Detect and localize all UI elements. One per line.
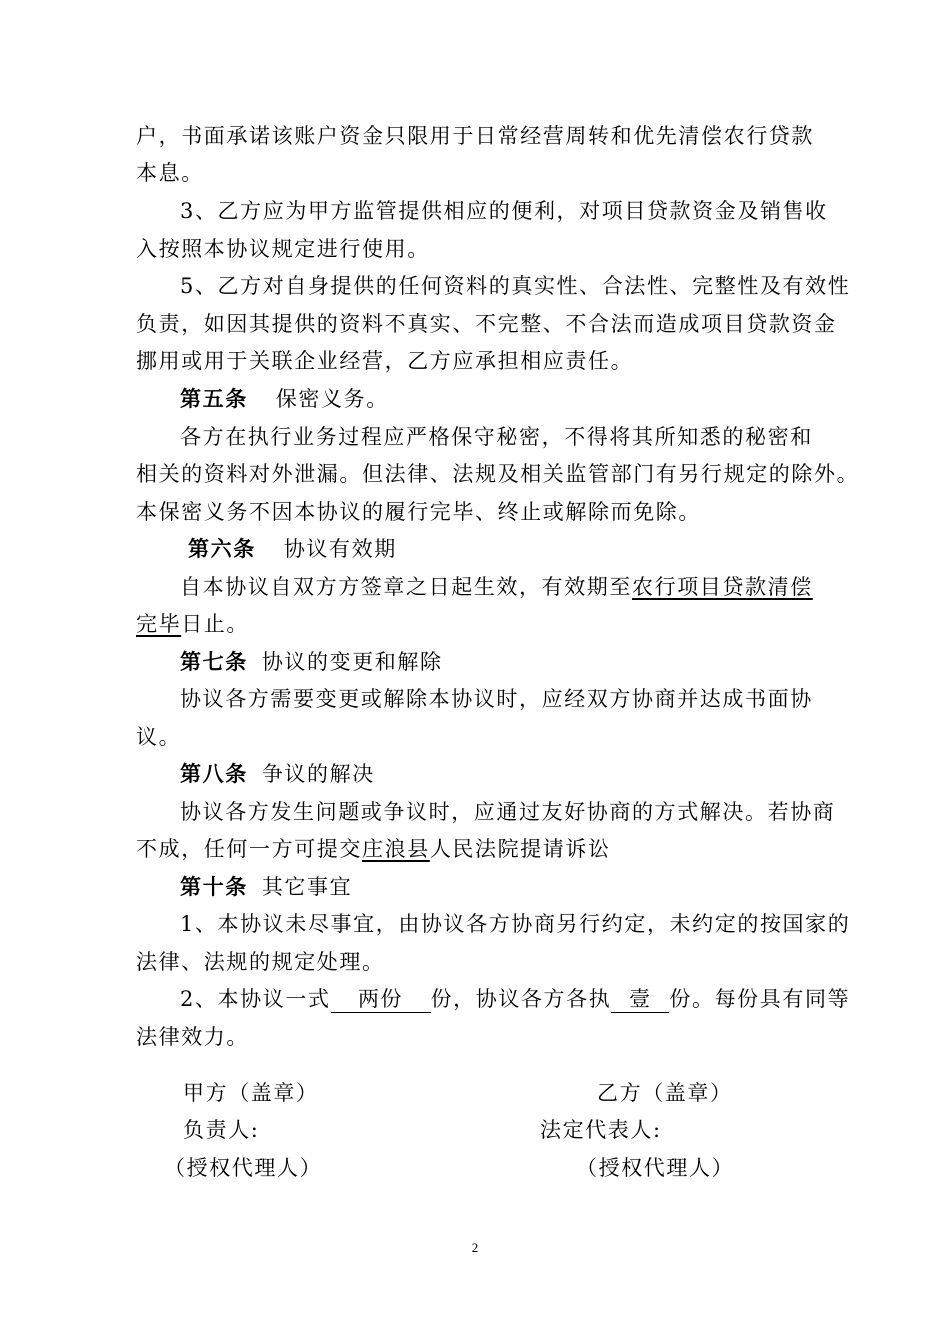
article-8-number: 第八条 [180, 761, 248, 786]
article-8-text: 不成，任何一方可提交 [136, 837, 362, 861]
article-6-text-line-2 [136, 609, 249, 639]
article-10-title: 其它事宜 [261, 875, 353, 899]
body-line: 户，书面承诺该账户资金只限用于日常经营周转和优先清偿农行贷款 [136, 124, 814, 148]
copies-count-blank: 两份 [331, 986, 431, 1013]
body-line: 议。 [136, 725, 182, 749]
article-6-text-line-1 [180, 572, 813, 602]
body-line: 入按照本协议规定进行使用。 [136, 237, 430, 261]
article-5-heading-row [180, 384, 389, 414]
article-7-heading-row [180, 647, 443, 677]
party-a-agent: （授权代理人） [164, 1156, 323, 1180]
body-line: 各方在执行业务过程应严格保守秘密，不得将其所知悉的秘密和 [180, 425, 813, 449]
clause-5: 5、乙方对自身提供的任何资料的真实性、合法性、完整性及有效性 [180, 274, 851, 298]
article-8-heading-row [180, 759, 375, 789]
article-10-heading-row [180, 872, 352, 902]
clause-2-prefix: 2、本协议一式 [180, 987, 331, 1011]
loan-clearance-term: 农行项目贷款清偿 [632, 575, 813, 599]
article-7-number: 第七条 [180, 649, 248, 674]
clause-2 [180, 984, 850, 1014]
court-county: 庄浪县 [362, 837, 430, 861]
article-7-title: 协议的变更和解除 [261, 650, 443, 674]
article-8-title: 争议的解决 [261, 762, 375, 786]
body-line: 本息。 [136, 161, 204, 185]
body-line: 协议各方需要变更或解除本协议时，应经双方协商并达成书面协 [180, 687, 813, 711]
article-10-number: 第十条 [180, 874, 248, 899]
article-5-number: 第五条 [180, 386, 248, 411]
article-5-title: 保密义务。 [275, 387, 389, 411]
body-line: 法律效力。 [136, 1025, 249, 1049]
clause-3: 3、乙方应为甲方监管提供相应的便利，对项目贷款资金及销售收 [180, 199, 828, 223]
article-6-title: 协议有效期 [283, 537, 397, 561]
party-a-seal: 甲方（盖章） [183, 1081, 319, 1105]
body-line: 挪用或用于关联企业经营，乙方应承担相应责任。 [136, 349, 634, 373]
loan-clearance-term-end: 完毕 [136, 612, 182, 636]
body-line: 负责，如因其提供的资料不真实、不完整、不合法而造成项目贷款资金 [136, 312, 837, 336]
body-line: 协议各方发生问题或争议时，应通过友好协商的方式解决。若协商 [180, 800, 836, 824]
page-number: 2 [471, 1240, 479, 1255]
clause-2-suffix: 份。每份具有同等 [669, 987, 851, 1011]
party-b-legal-rep: 法定代表人: [540, 1118, 662, 1142]
party-b-seal: 乙方（盖章） [597, 1081, 733, 1105]
article-6-number: 第六条 [188, 536, 256, 561]
copies-each-blank: 壹 [611, 986, 669, 1013]
article-8-suffix: 人民法院提请诉讼 [429, 837, 611, 861]
article-6-text: 自本协议自双方方签章之日起生效，有效期至 [180, 575, 632, 599]
clause-2-mid: 份，协议各方各执 [430, 987, 612, 1011]
body-line: 本保密义务不因本协议的履行完毕、终止或解除而免除。 [136, 500, 701, 524]
body-line: 相关的资料对外泄漏。但法律、法规及相关监管部门有另行规定的除外。 [136, 462, 860, 486]
party-a-leader: 负责人: [183, 1118, 260, 1142]
article-8-court-line [136, 834, 611, 864]
article-6-heading-row [188, 534, 397, 564]
article-6-suffix: 日止。 [181, 612, 250, 636]
clause-1: 1、本协议未尽事宜，由协议各方协商另行约定，未约定的按国家的 [180, 912, 851, 936]
party-b-agent: （授权代理人） [576, 1156, 735, 1180]
body-line: 法律、法规的规定处理。 [136, 950, 385, 974]
